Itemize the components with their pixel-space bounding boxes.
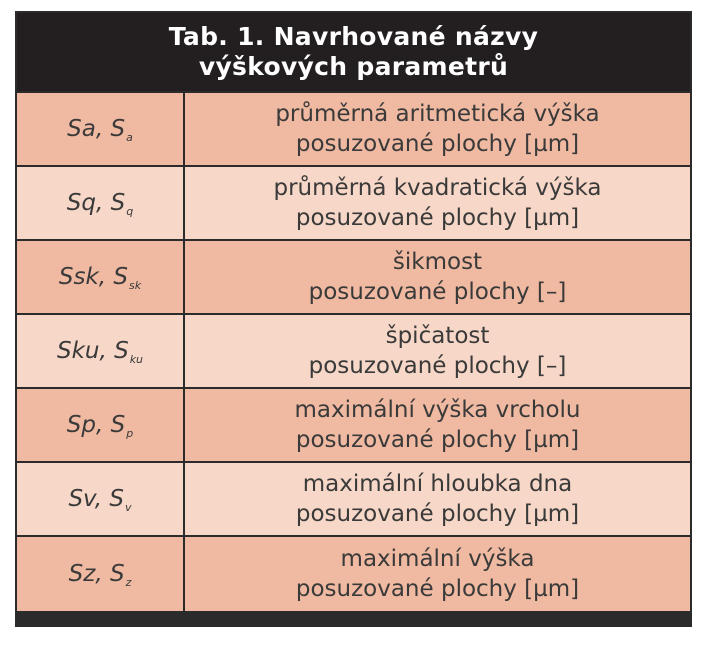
symbol-cell bbox=[17, 537, 185, 611]
description-cell bbox=[185, 389, 690, 461]
symbol-cell bbox=[17, 93, 185, 165]
symbol-cell bbox=[17, 167, 185, 239]
table-row bbox=[17, 91, 690, 165]
table-row bbox=[17, 535, 690, 611]
table-title-line-2: výškových parametrů bbox=[198, 52, 509, 81]
symbol-text: Sv, S bbox=[68, 486, 125, 512]
table-row bbox=[17, 461, 690, 535]
description-line-1: špičatost bbox=[385, 323, 490, 349]
table-body bbox=[17, 91, 690, 611]
symbol-subscript: a bbox=[126, 130, 133, 144]
table-row bbox=[17, 239, 690, 313]
symbol-text: Ssk, S bbox=[58, 264, 128, 290]
symbol-cell bbox=[17, 389, 185, 461]
table-row bbox=[17, 387, 690, 461]
symbol-subscript: z bbox=[125, 575, 132, 589]
description-line-1: maximální výška vrcholu bbox=[294, 397, 581, 423]
table-row bbox=[17, 313, 690, 387]
parameters-table bbox=[15, 11, 692, 627]
description-line-2: posuzované plochy [µm] bbox=[295, 576, 580, 602]
symbol-cell bbox=[17, 463, 185, 535]
symbol-cell bbox=[17, 315, 185, 387]
table-title bbox=[17, 13, 690, 91]
symbol-text: Sz, S bbox=[68, 561, 125, 587]
table-row bbox=[17, 165, 690, 239]
description-line-1: průměrná kvadratická výška bbox=[273, 175, 602, 201]
symbol-text: Sq, S bbox=[66, 190, 126, 216]
description-line-2: posuzované plochy [–] bbox=[308, 353, 567, 379]
description-cell bbox=[185, 315, 690, 387]
symbol-text: Sa, S bbox=[67, 116, 126, 142]
description-line-2: posuzované plochy [µm] bbox=[295, 205, 580, 231]
description-line-1: maximální výška bbox=[340, 546, 535, 572]
description-line-1: průměrná aritmetická výška bbox=[275, 101, 600, 127]
table-title-line-1: Tab. 1. Navrhované názvy bbox=[168, 22, 539, 51]
description-line-2: posuzované plochy [µm] bbox=[295, 131, 580, 157]
symbol-subscript: v bbox=[125, 500, 132, 514]
symbol-subscript: sk bbox=[129, 278, 142, 292]
symbol-subscript: p bbox=[126, 426, 134, 440]
description-cell bbox=[185, 93, 690, 165]
symbol-subscript: q bbox=[126, 204, 134, 218]
description-cell bbox=[185, 241, 690, 313]
description-cell bbox=[185, 463, 690, 535]
description-line-2: posuzované plochy [µm] bbox=[295, 427, 580, 453]
description-line-2: posuzované plochy [µm] bbox=[295, 501, 580, 527]
description-line-2: posuzované plochy [–] bbox=[308, 279, 567, 305]
symbol-text: Sku, S bbox=[56, 338, 129, 364]
description-cell bbox=[185, 167, 690, 239]
description-line-1: šikmost bbox=[392, 249, 483, 275]
symbol-cell bbox=[17, 241, 185, 313]
symbol-text: Sp, S bbox=[66, 412, 126, 438]
description-cell bbox=[185, 537, 690, 611]
description-line-1: maximální hloubka dna bbox=[302, 471, 573, 497]
symbol-subscript: ku bbox=[129, 352, 144, 366]
